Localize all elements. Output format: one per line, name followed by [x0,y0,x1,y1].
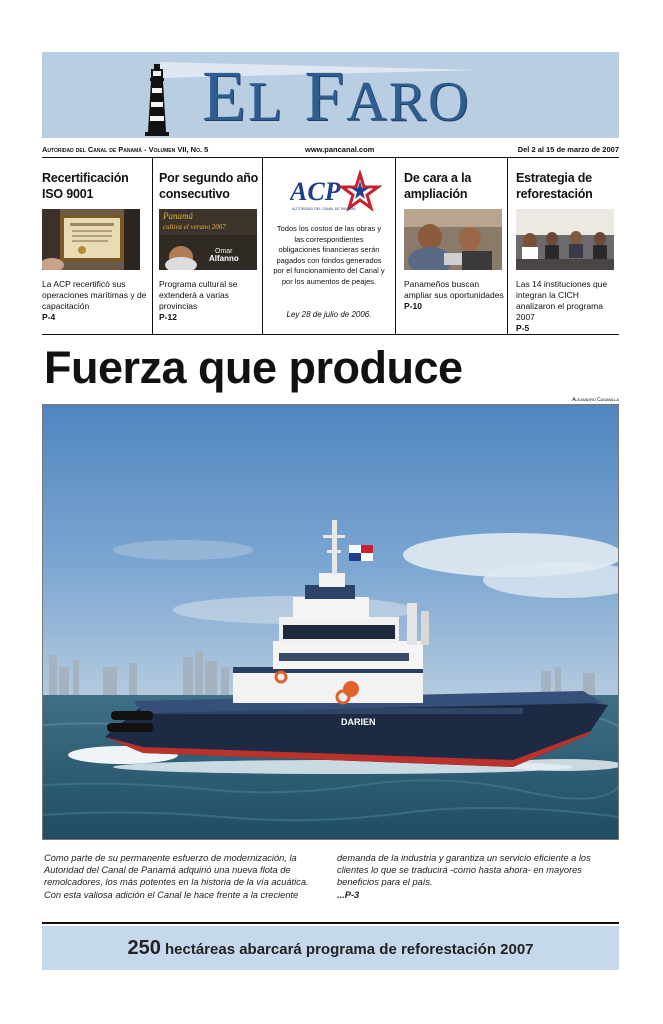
caption-right: demanda de la industria y garantiza un servicio eficiente a los clientes lo que se traducirá -como hasta ahora- en mayores beneficios para el país. ...P-3 [337,853,591,900]
teaser-text: Programa cultural se extenderá a varias provincias P-12 [159,279,257,323]
footer-number: 250 [127,937,161,959]
svg-text:Panamá: Panamá [163,211,193,221]
teaser-text: Panameños buscan ampliar sus oportunidades P-10 [404,279,504,311]
lighthouse-icon [142,62,172,136]
tugboat-photo [42,404,619,840]
photo-credit: Alejandro Casanilla [572,397,619,403]
teaser-iso[interactable] [42,158,150,334]
main-headline: Fuerza que produce [44,342,463,393]
issue-info-line [42,143,619,158]
certificate-photo [42,209,140,270]
masthead-banner [42,52,619,138]
meeting-photo [516,209,614,270]
footer-rule [42,922,619,924]
acp-statement: Todos los costos de las obras y las correspondientes obligaciones financieras serán pagados con fondos generados por el funcionamiento del Canal y por los aumentos de peajes. [273,224,385,286]
teaser-title: Recertificación ISO 9001 [42,171,129,201]
caption-left: Como parte de su permanente esfuerzo de modernización, la Autoridad del Canal de Panamá adquirió una nueva flota de remolcadores, los más potentes en la historia de la vía acuática. Con esta valiosa adición el Canal le hace frente a la creciente [44,853,309,900]
acp-law-reference: Ley 28 de julio de 2006. [286,310,372,319]
publisher-volume: Autoridad del Canal de Panamá - Volumen VII, No. 5 [42,145,209,154]
website-link[interactable]: www.pancanal.com [305,145,375,154]
svg-text:Alfanno: Alfanno [209,254,239,263]
teaser-text: La ACP recertificó sus operaciones marítimas y de capacitación P-4 [42,279,150,323]
page-ref: P-12 [159,312,177,322]
svg-text:ACP: ACP [290,177,341,206]
teaser-title: De cara a la ampliación [404,171,472,201]
workshop-photo [404,209,502,270]
teaser-strip [42,158,619,335]
acp-logo-icon [290,170,382,216]
page-ref: P-10 [404,301,422,311]
teaser-title: Estrategia de reforestación [516,171,593,201]
svg-text:Omar: Omar [215,248,233,255]
teaser-title: Por segundo año consecutivo [159,171,259,201]
teaser-verano[interactable] [152,158,262,334]
newspaper-title: EL FARO [202,56,471,136]
teaser-reforestacion[interactable] [507,158,619,334]
page-ref: P-5 [516,323,530,333]
teaser-ampliacion[interactable] [395,158,505,334]
svg-text:DARIEN: DARIEN [341,717,376,727]
verano-poster-photo [159,209,257,270]
issue-date: Del 2 al 15 de marzo de 2007 [517,145,619,154]
page-ref: P-4 [42,312,56,322]
teaser-acp-ley [262,158,396,334]
svg-text:AUTORIDAD DEL CANAL DE PANAMÁ: AUTORIDAD DEL CANAL DE PANAMÁ [292,207,356,211]
page-ref[interactable]: ...P-3 [337,889,360,900]
teaser-text: Las 14 instituciones que integran la CICH analizaron el programa 2007 P-5 [516,279,618,334]
footer-banner[interactable] [42,926,619,970]
svg-text:cultiva el verano 2007: cultiva el verano 2007 [163,223,226,231]
footer-text: hectáreas abarcará programa de reforestación 2007 [160,941,534,958]
